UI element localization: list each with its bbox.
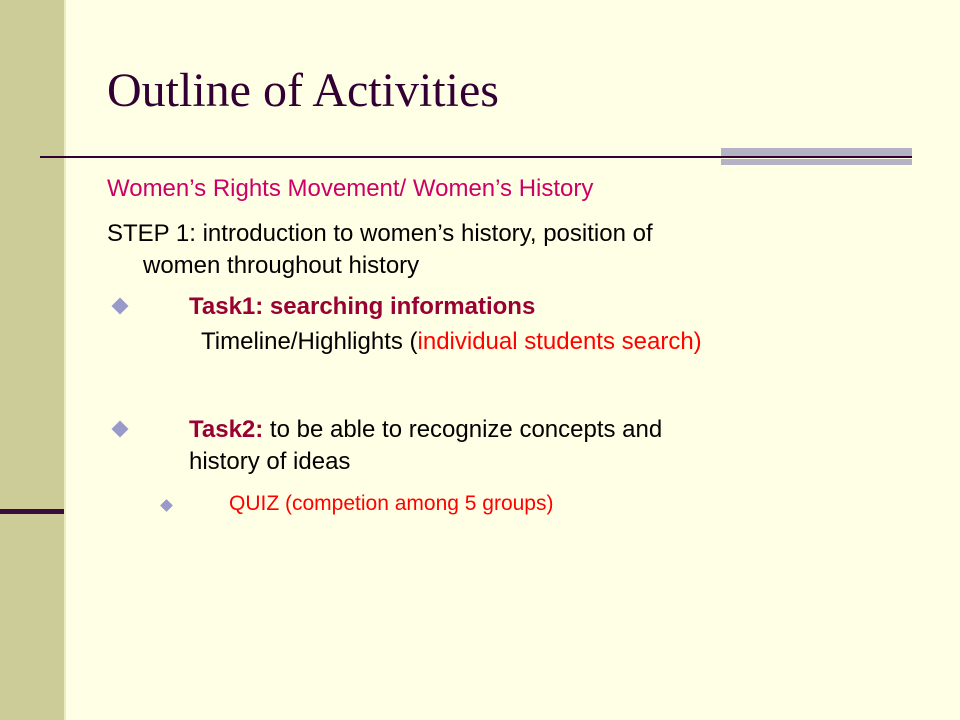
task2-line2: history of ideas <box>189 448 351 475</box>
step1-line1: STEP 1: introduction to women’s history, position of <box>107 220 653 247</box>
task2-line1 <box>189 415 662 445</box>
diamond-bullet-icon <box>112 421 129 438</box>
slide-title: Outline of Activities <box>107 64 499 117</box>
task1-detail <box>201 327 702 357</box>
task2-text: to be able to recognize concepts and <box>263 416 663 443</box>
task1-detail-highlight: individual students search) <box>417 328 702 355</box>
subheading: Women’s Rights Movement/ Women’s History <box>107 175 594 202</box>
step1-line2: women throughout history <box>143 252 420 279</box>
task1-detail-prefix: Timeline/Highlights ( <box>201 328 418 355</box>
quiz-item: QUIZ (competion among 5 groups) <box>229 492 554 515</box>
diamond-bullet-icon <box>112 298 129 315</box>
diamond-bullet-icon <box>160 499 173 512</box>
task2-label: Task2: <box>189 416 264 443</box>
task1-label: Task1: searching informations <box>189 293 536 320</box>
